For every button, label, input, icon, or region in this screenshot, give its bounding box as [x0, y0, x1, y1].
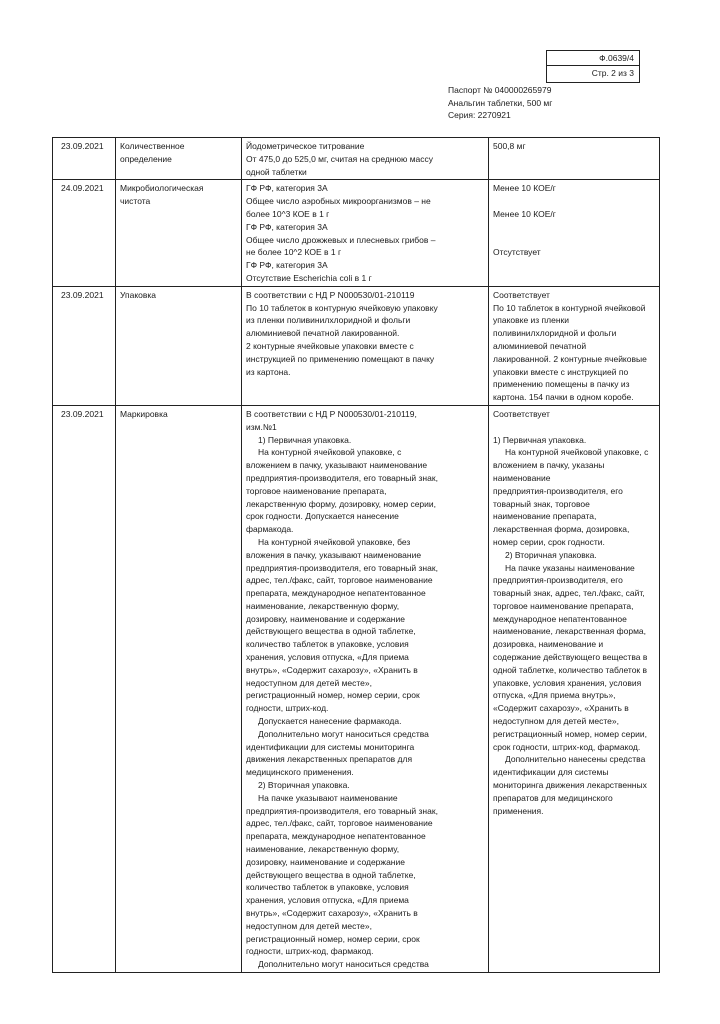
text-line: От 475,0 до 525,0 мг, считая на среднюю массу [246, 153, 434, 164]
text-line: На контурной ячейковой упаковке, с [505, 447, 649, 458]
text-line: хранения, условия отпуска, «Для приема [246, 652, 409, 663]
text-line: международное непатентованное [493, 613, 627, 624]
text-line: недоступном для детей месте», [246, 677, 372, 688]
text-line: наименование, лекарственную форму, [246, 844, 400, 855]
text-line: лекарственная форма, дозировка, [493, 524, 630, 535]
text-line: Количественное [120, 141, 185, 151]
text-line: количество таблеток в упаковке, условия [246, 639, 409, 650]
text-line: вложением в пачку, указывают наименование [246, 460, 428, 471]
text-line: движения лекарственных препаратов для [246, 754, 413, 765]
text-line: упаковке, условия хранения, условия [493, 677, 642, 688]
text-line: предприятия-производителя, его [493, 485, 623, 496]
text-line: По 10 таблеток в контурную ячейковую упаковку [246, 302, 438, 313]
text-line: годности, штрих-код, фармакод. [246, 946, 374, 957]
text-line: препарата, международное непатентованное [246, 588, 426, 599]
text-line: Дополнительно нанесены средства [505, 754, 646, 765]
text-line: отпуска, «Для приема внутрь», [493, 690, 616, 701]
table-row [53, 180, 660, 286]
text-line: упаковке из пленки [493, 315, 569, 326]
product-name: Анальгин таблетки, 500 мг [448, 97, 553, 108]
text-line: срок годности, штрих-код, фармакод. [493, 741, 641, 752]
text-line: срок годности. Допускается нанесение [246, 511, 399, 522]
text-line: препарата, международное непатентованное [246, 831, 426, 842]
table-row [53, 286, 660, 405]
text-line: Отсутствие Escherichia coli в 1 г [246, 272, 372, 283]
text-line: «Содержит сахарозу», «Хранить в [493, 703, 629, 714]
text-line: предприятия-производителя, его [493, 575, 623, 586]
text-line: внутрь», «Содержит сахарозу», «Хранить в [246, 664, 418, 675]
text-line: идентификации для системы мониторинга [246, 741, 415, 752]
text-line: дозировку, наименование и содержание [246, 856, 405, 867]
test-results-table [52, 137, 660, 973]
text-line: 1) Первичная упаковка. [258, 434, 352, 445]
text-line: ГФ РФ, категория 3А [246, 221, 328, 232]
date-cell: 23.09.2021 [53, 286, 116, 405]
text-line: из пленки поливинилхлоридной и фольги [246, 315, 411, 326]
text-line: действующего вещества в одной таблетке, [246, 626, 416, 637]
text-line: изм.№1 [246, 421, 277, 432]
text-line: товарный знак, торговое [493, 498, 590, 509]
text-line: Соответствует [493, 289, 550, 300]
series-number: Серия: 2270921 [448, 110, 511, 120]
text-line: Допускается нанесение фармакода. [258, 716, 402, 727]
text-line: дозировку, наименование и содержание [246, 613, 405, 624]
requirement-cell [242, 405, 489, 972]
text-line: 500,8 мг [493, 141, 526, 151]
table-row [53, 138, 660, 180]
passport-number: Паспорт № 040000265979 [448, 85, 552, 95]
form-code: Ф.0639/4 [547, 51, 639, 66]
text-line: одной таблетки [246, 166, 307, 177]
text-line: недоступном для детей месте», [246, 920, 372, 931]
text-line: лакированной. 2 контурные ячейковые [493, 353, 647, 364]
page-number: Стр. 2 из 3 [591, 68, 634, 78]
text-line: количество таблеток в упаковке, условия [246, 882, 409, 893]
text-line: адрес, тел./факс, сайт, торговое наименование [246, 575, 433, 586]
passport-header [448, 84, 552, 122]
text-line: применению помещены в пачку из [493, 379, 630, 390]
text-line: В соответствии с НД Р N000530/01-210119, [246, 408, 417, 419]
text-line: действующего вещества в одной таблетке, [246, 869, 416, 880]
text-line: Соответствует [493, 408, 550, 419]
text-line: наименование [493, 472, 551, 483]
date-cell: 23.09.2021 [53, 138, 116, 180]
text-line: Менее 10 КОЕ/г [493, 208, 556, 219]
text-line: применения. [493, 805, 544, 816]
result-cell [489, 180, 660, 286]
test-name-cell [116, 286, 242, 405]
text-line: предприятия-производителя, его товарный знак, [246, 562, 438, 573]
text-line: На контурной ячейковой упаковке, без [258, 536, 411, 547]
text-line: медицинского применения. [246, 767, 354, 778]
result-cell [489, 138, 660, 180]
text-line: Упаковка [120, 289, 157, 300]
text-line: 2) Вторичная упаковка. [505, 549, 597, 560]
date-cell: 24.09.2021 [53, 180, 116, 286]
requirement-cell [242, 138, 489, 180]
text-line: Маркировка [120, 408, 168, 419]
text-line: торговое наименование препарата, [246, 485, 387, 496]
text-line: номер серии, срок годности. [493, 536, 605, 547]
text-line: 1) Первичная упаковка. [493, 434, 587, 445]
date-cell: 23.09.2021 [53, 405, 116, 972]
table-row [53, 405, 660, 972]
text-line: Микробиологическая [120, 183, 204, 194]
text-line: предприятия-производителя, его товарный знак, [246, 472, 438, 483]
text-line: Отсутствует [493, 247, 541, 258]
text-line: На контурной ячейковой упаковке, с [258, 447, 402, 458]
text-line: фармакода. [246, 524, 294, 535]
text-line: ГФ РФ, категория 3А [246, 260, 328, 271]
text-line: наименование препарата, [493, 511, 597, 522]
text-line: На пачке указывают наименование [258, 792, 398, 803]
text-line: поливинилхлоридной и фольги [493, 328, 617, 339]
text-line: содержание действующего вещества в [493, 652, 648, 663]
text-line: Йодометрическое титрование [246, 141, 365, 151]
text-line: хранения, условия отпуска, «Для приема [246, 895, 409, 906]
text-line: регистрационный номер, номер серии, [493, 728, 647, 739]
test-name-cell [116, 138, 242, 180]
text-line: более 10^3 КОЕ в 1 г [246, 208, 330, 219]
text-line [493, 421, 656, 434]
text-line: Менее 10 КОЕ/г [493, 183, 556, 194]
requirement-cell [242, 286, 489, 405]
text-line: В соответствии с НД Р N000530/01-210119 [246, 289, 415, 300]
text-line: Общее число дрожжевых и плесневых грибов – [246, 234, 436, 245]
text-line: чистота [120, 196, 151, 207]
text-line: алюминиевой печатной [493, 340, 587, 351]
text-line: наименование, лекарственную форму, [246, 600, 400, 611]
test-name-cell [116, 405, 242, 972]
text-line: препаратов для медицинского [493, 792, 613, 803]
text-line: мониторинга движения лекарственных [493, 780, 647, 791]
text-line: По 10 таблеток в контурной ячейковой [493, 302, 646, 313]
text-line: На пачке указаны наименование [505, 562, 635, 573]
text-line: торговое наименование препарата, [493, 600, 634, 611]
text-line: алюминиевой печатной лакированной. [246, 328, 400, 339]
text-line: Дополнительно могут наноситься средства [258, 728, 429, 739]
text-line: регистрационный номер, номер серии, срок [246, 690, 420, 701]
requirement-cell [242, 180, 489, 286]
result-cell [489, 286, 660, 405]
form-code-box [546, 50, 640, 83]
text-line: ГФ РФ, категория 3А [246, 183, 328, 194]
text-line: из картона. [246, 366, 291, 377]
text-line: Дополнительно могут наноситься средства [258, 959, 429, 970]
text-line: определение [120, 153, 172, 164]
text-line: наименование, лекарственная форма, [493, 626, 646, 637]
text-line: картона. 154 пачки в одном коробе. [493, 392, 634, 403]
text-line: 2 контурные ячейковые упаковки вместе с [246, 340, 414, 351]
text-line: предприятия-производителя, его товарный знак, [246, 805, 438, 816]
text-line: адрес, тел./факс, сайт, торговое наименование [246, 818, 433, 829]
text-line: недоступном для детей месте», [493, 716, 619, 727]
text-line: товарный знак, адрес, тел./факс, сайт, [493, 588, 645, 599]
text-line: Общее число аэробных микроорганизмов – не [246, 196, 431, 207]
text-line: инструкцией по применению помещают в пачку [246, 353, 435, 364]
text-line: дозировка, наименование и [493, 639, 604, 650]
text-line: вложением в пачку, указаны [493, 460, 605, 471]
test-name-cell [116, 180, 242, 286]
text-line: упаковки вместе с инструкцией по [493, 366, 629, 377]
text-line: годности, штрих-код. [246, 703, 329, 714]
text-line: вложения в пачку, указывают наименование [246, 549, 422, 560]
result-cell [489, 405, 660, 972]
text-line: не более 10^2 КОЕ в 1 г [246, 247, 342, 258]
text-line: 2) Вторичная упаковка. [258, 780, 350, 791]
text-line: лекарственную форму, дозировку, номер серии, [246, 498, 437, 509]
text-line: внутрь», «Содержит сахарозу», «Хранить в [246, 908, 418, 919]
text-line: одной таблетке, количество таблеток в [493, 664, 648, 675]
text-line: регистрационный номер, номер серии, срок [246, 933, 420, 944]
text-line: идентификации для системы [493, 767, 609, 778]
